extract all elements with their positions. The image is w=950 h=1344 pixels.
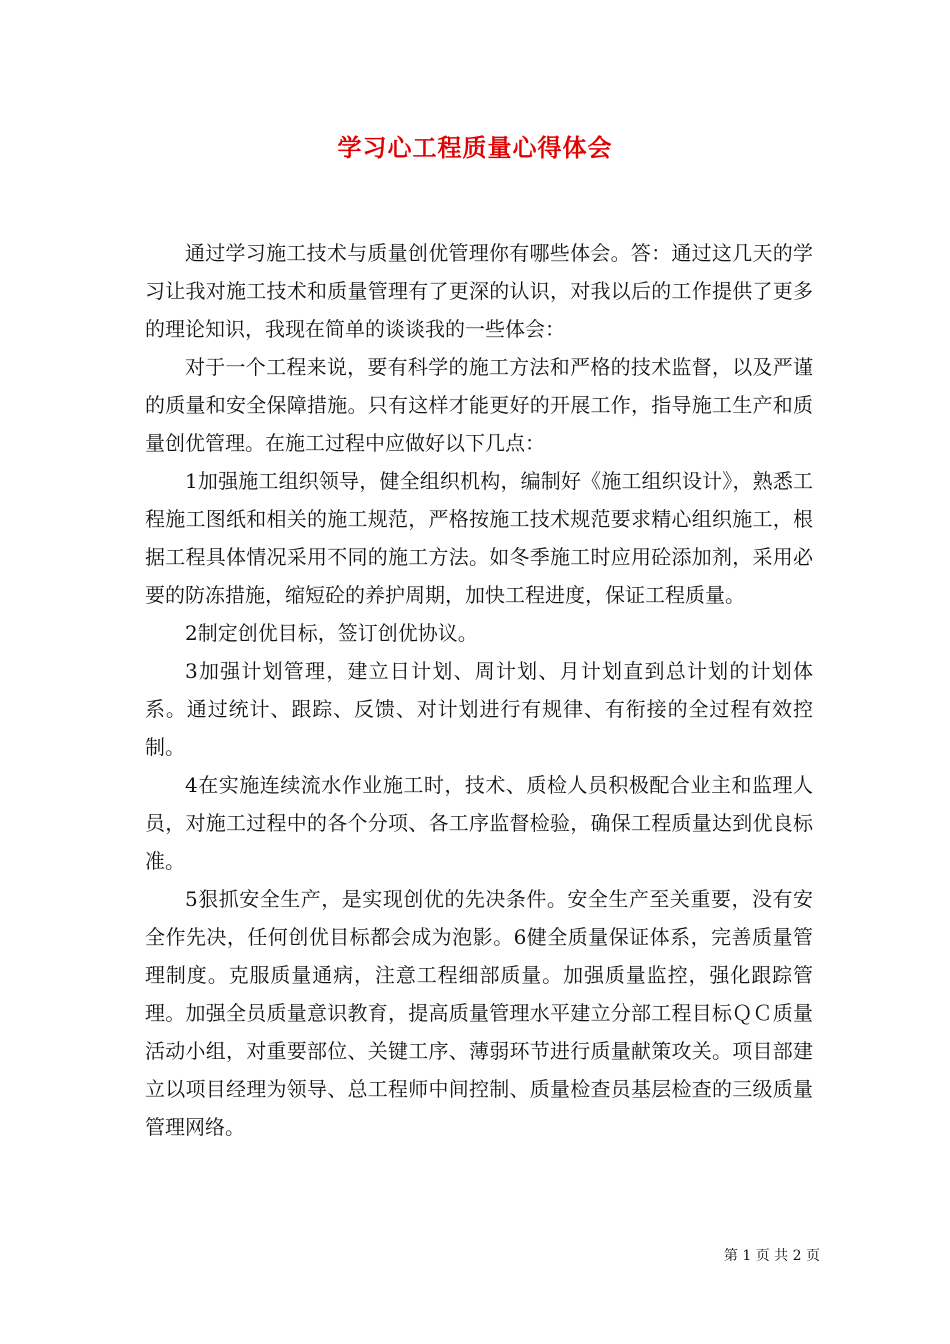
paragraph-point-4: 4在实施连续流水作业施工时，技术、质检人员积极配合业主和监理人员，对施工过程中的各个分项、各工序监督检验，确保工程质量达到优良标准。 bbox=[145, 773, 813, 873]
paragraph-point-3: 3加强计划管理，建立日计划、周计划、月计划直到总计划的计划体系。通过统计、跟踪、反馈、对计划进行有规律、有衔接的全过程有效控制。 bbox=[145, 659, 813, 759]
paragraph-overview: 对于一个工程来说，要有科学的施工方法和严格的技术监督，以及严谨的质量和安全保障措施。只有这样才能更好的开展工作，指导施工生产和质量创优管理。在施工过程中应做好以下几点： bbox=[145, 355, 813, 455]
paragraph-intro: 通过学习施工技术与质量创优管理你有哪些体会。答：通过这几天的学习让我对施工技术和质量管理有了更深的认识，对我以后的工作提供了更多的理论知识，我现在简单的谈谈我的一些体会： bbox=[145, 241, 813, 341]
paragraph-point-5-6: 5狠抓安全生产，是实现创优的先决条件。安全生产至关重要，没有安全作先决，任何创优目标都会成为泡影。6健全质量保证体系，完善质量管理制度。克服质量通病，注意工程细部质量。加强质量监控，强化跟踪管理。加强全员质量意识教育，提高质量管理水平建立分部工程目标ＱＣ质量活动小组，对重要部位、关键工序、薄弱环节进行质量献策攻关。项目部建立以项目经理为领导、总工程师中间控制、质量检查员基层检查的三级质量管理网络。 bbox=[145, 887, 813, 1139]
page-number: 第 1 页 共 2 页 bbox=[723, 1248, 820, 1264]
document-body bbox=[145, 234, 813, 1146]
paragraph-point-1: 1加强施工组织领导，健全组织机构，编制好《施工组织设计》，熟悉工程施工图纸和相关的施工规范，严格按施工技术规范要求精心组织施工，根据工程具体情况采用不同的施工方法。如冬季施工时应用砼添加剂，采用必要的防冻措施，缩短砼的养护周期，加快工程进度，保证工程质量。 bbox=[145, 469, 813, 607]
document-title: 学习心工程质量心得体会 bbox=[337, 133, 613, 162]
paragraph-point-2: 2制定创优目标，签订创优协议。 bbox=[185, 621, 478, 645]
